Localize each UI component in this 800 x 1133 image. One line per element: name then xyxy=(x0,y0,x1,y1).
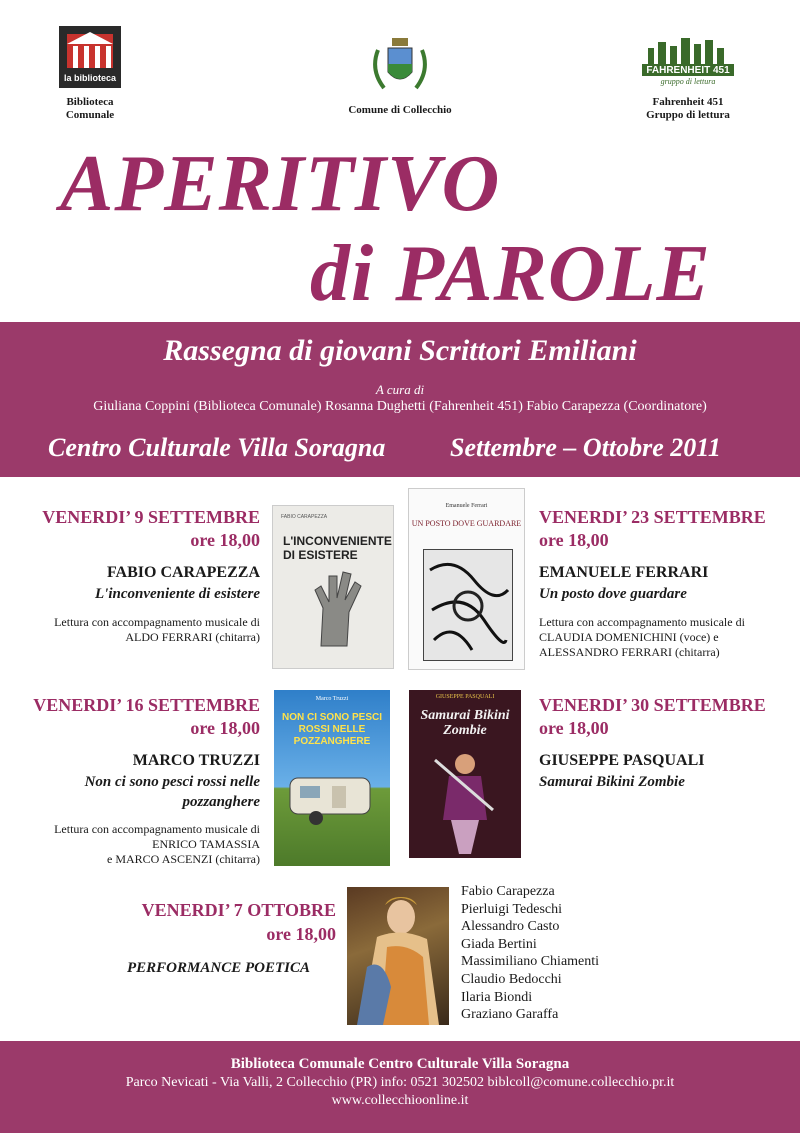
performer-3: Alessandro Casto xyxy=(461,919,560,935)
event-4-cover xyxy=(409,690,521,858)
banner-venue: Centro Culturale Villa Soragna xyxy=(48,433,386,462)
event-2-book: Un posto dove guardare xyxy=(539,586,687,602)
fahrenheit-caption-1: Fahrenheit 451 xyxy=(652,96,724,108)
event-3-note-2: ENRICO TAMASSIA xyxy=(152,837,260,851)
event-1-time: ore 18,00 xyxy=(190,530,260,550)
event-3-cover-author: Marco Truzzi xyxy=(315,696,349,702)
banner-curated-by: A cura di xyxy=(375,382,425,397)
event-2-note-2: CLAUDIA DOMENICHINI (voce) e xyxy=(539,630,719,644)
event-2-author: EMANUELE FERRARI xyxy=(539,564,709,581)
fahrenheit-caption-2: Gruppo di lettura xyxy=(646,109,730,121)
event-5-book: PERFORMANCE POETICA xyxy=(127,960,310,976)
event-2-cover-author: Emanuele Ferrari xyxy=(445,503,488,509)
performer-7: Ilaria Biondi xyxy=(461,989,533,1005)
footer-line-1: Biblioteca Comunale Centro Culturale Villa Soragna xyxy=(230,1056,570,1072)
event-1-date: VENERDI’ 9 SETTEMBRE xyxy=(42,507,260,527)
coat-of-arms-icon xyxy=(368,36,432,94)
logo-comune xyxy=(368,36,432,94)
caravan-icon xyxy=(286,772,378,828)
logo-biblioteca xyxy=(59,26,121,88)
event-2-note-1: Lettura con accompagnamento musicale di xyxy=(539,615,745,629)
title-line-1: APERITIVO xyxy=(60,140,501,228)
event-3-book-2: pozzanghere xyxy=(182,794,260,810)
biblioteca-caption-1: Biblioteca xyxy=(66,96,114,108)
banner-curators: Giuliana Coppini (Biblioteca Comunale) Rosanna Dughetti (Fahrenheit 451) Fabio Carapezza (Coordinatore) xyxy=(93,399,707,414)
event-3-note-3: e MARCO ASCENZI (chitarra) xyxy=(107,852,260,866)
event-1-author: FABIO CARAPEZZA xyxy=(106,564,260,581)
banner-period: Settembre – Ottobre 2011 xyxy=(450,433,721,462)
event-4-cover-title: Samurai Bikini Zombie xyxy=(420,708,510,738)
performer-2: Pierluigi Tedeschi xyxy=(461,901,563,917)
performer-6: Claudio Bedocchi xyxy=(461,971,562,987)
event-2-cover xyxy=(408,488,525,670)
event-1-note-2: ALDO FERRARI (chitarra) xyxy=(125,630,260,644)
event-2-time: ore 18,00 xyxy=(539,530,609,550)
performer-1: Fabio Carapezza xyxy=(461,884,555,899)
biblioteca-badge-text: la biblioteca xyxy=(63,73,116,83)
event-3-cover-title: NON CI SONO PESCI ROSSI NELLE POZZANGHERE xyxy=(281,712,382,747)
event-1-book: L'inconveniente di esistere xyxy=(95,586,260,602)
event-3-cover xyxy=(274,690,390,866)
event-3-note-1: Lettura con accompagnamento musicale di xyxy=(54,822,260,836)
fahrenheit-badge-text: FAHRENHEIT 451 xyxy=(646,65,730,76)
biblioteca-caption-2: Comunale xyxy=(65,109,115,121)
performer-5: Massimiliano Chiamenti xyxy=(461,954,600,970)
event-2-date: VENERDI’ 23 SETTEMBRE xyxy=(539,507,766,527)
fahrenheit-badge-sub: gruppo di lettura xyxy=(660,77,716,86)
event-1-cover-title: L'INCONVENIENTE DI ESISTERE xyxy=(283,534,392,562)
hand-icon xyxy=(293,568,373,648)
samurai-figure-icon xyxy=(429,750,501,854)
banner-subtitle: Rassegna di giovani Scrittori Emiliani xyxy=(163,334,637,367)
event-2-note-3: ALESSANDRO FERRARI (chitarra) xyxy=(539,645,720,659)
event-3-author: MARCO TRUZZI xyxy=(132,752,260,769)
footer-website-link[interactable]: www.collecchioonline.it xyxy=(331,1093,469,1108)
event-4-cover-author: GIUSEPPE PASQUALI xyxy=(435,694,495,700)
event-5-painting xyxy=(347,887,449,1025)
portrait-figure-icon xyxy=(347,887,449,1025)
event-1-cover xyxy=(272,505,394,669)
event-3-time: ore 18,00 xyxy=(190,718,260,738)
performer-4: Giada Bertini xyxy=(461,936,537,952)
comune-caption: Comune di Collecchio xyxy=(348,104,452,116)
event-2-cover-title: UN POSTO DOVE GUARDARE xyxy=(411,519,522,528)
footer-line-2: Parco Nevicati - Via Valli, 2 Collecchio (PR) info: 0521 302502 biblcoll@comune.collecchio.pr.it xyxy=(125,1075,675,1090)
title-line-2: di PAROLE xyxy=(310,230,711,318)
logo-fahrenheit xyxy=(640,36,736,90)
event-1-note-1: Lettura con accompagnamento musicale di xyxy=(54,615,260,629)
event-3-book-1: Non ci sono pesci rossi nelle xyxy=(84,774,260,790)
event-5-date: VENERDI’ 7 OTTOBRE xyxy=(141,900,336,920)
event-5-time: ore 18,00 xyxy=(266,924,336,944)
event-4-date: VENERDI’ 30 SETTEMBRE xyxy=(539,695,766,715)
performer-8: Graziano Garaffa xyxy=(461,1007,559,1023)
abstract-drawing-icon xyxy=(424,550,512,660)
event-4-time: ore 18,00 xyxy=(539,718,609,738)
event-4-book: Samurai Bikini Zombie xyxy=(539,774,685,790)
event-2-cover-artwork xyxy=(423,549,513,661)
event-3-date: VENERDI’ 16 SETTEMBRE xyxy=(33,695,260,715)
event-4-author: GIUSEPPE PASQUALI xyxy=(539,752,705,769)
event-1-cover-author: FABIO CARAPEZZA xyxy=(281,514,328,520)
